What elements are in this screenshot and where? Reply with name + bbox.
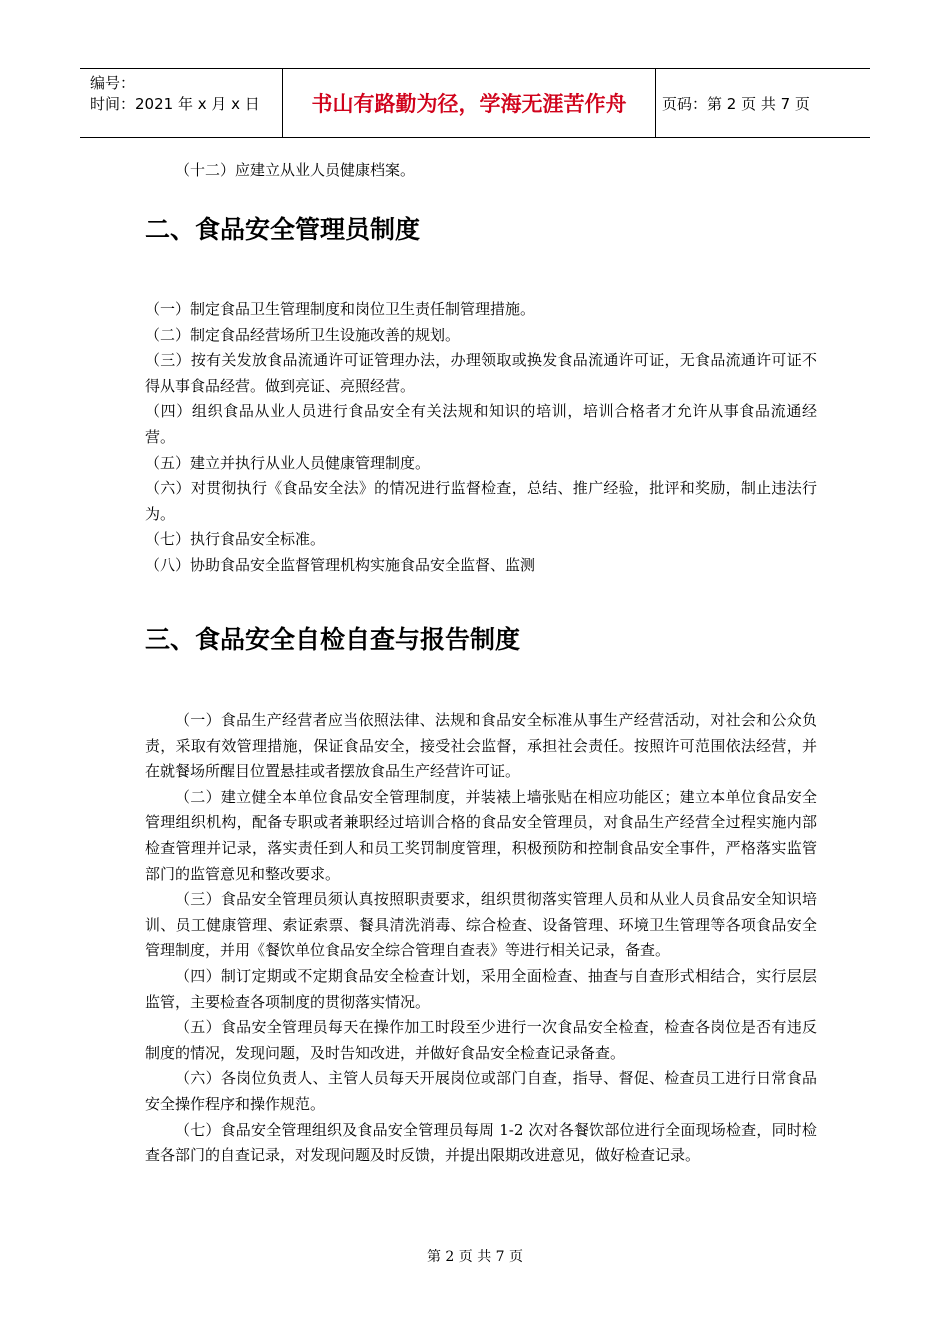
- section-2-item: （三）按有关发放食品流通许可证管理办法，办理领取或换发食品流通许可证，无食品流通许可证不得从事食品经营。做到亮证、亮照经营。: [145, 351, 817, 395]
- section-2-heading-block: [145, 214, 817, 246]
- section-3-item: （三）食品安全管理员须认真按照职责要求，组织贯彻落实管理人员和从业人员食品安全知识培训、员工健康管理、索证索票、餐具清洗消毒、综合检查、设备管理、环境卫生管理等各项食品安全管理制度，并用《餐饮单位食品安全综合管理自查表》等进行相关记录，备查。: [145, 890, 817, 960]
- header-meta: [80, 69, 283, 137]
- section-2-item: （四）组织食品从业人员进行食品安全有关法规和知识的培训，培训合格者才允许从事食品流通经营。: [145, 402, 817, 446]
- lead-line: （十二）应建立从业人员健康档案。: [175, 161, 416, 179]
- section-3-item: （四）制订定期或不定期食品安全检查计划，采用全面检查、抽查与自查形式相结合，实行层层监管，主要检查各项制度的贯彻落实情况。: [145, 966, 817, 1011]
- section-2-item: （七）执行食品安全标准。: [145, 530, 326, 549]
- section-3-item: （六）各岗位负责人、主管人员每天开展岗位或部门自查，指导、督促、检查员工进行日常食品安全操作程序和操作规范。: [145, 1069, 817, 1113]
- section-2-item: （二）制定食品经营场所卫生设施改善的规划。: [145, 325, 461, 344]
- time-label: 时间：2021 年 x 月 x 日: [90, 95, 260, 113]
- section-3-body: [145, 708, 817, 1169]
- section-2-title: 二、食品安全管理员制度: [145, 215, 421, 244]
- page-header: [80, 68, 870, 138]
- section-2-item: （五）建立并执行从业人员健康管理制度。: [145, 453, 431, 472]
- number-label: 编号：: [90, 74, 136, 92]
- lead-line-block: [145, 158, 817, 184]
- section-3-item: （七）食品安全管理组织及食品安全管理员每周 1-2 次对各餐饮部位进行全面现场检查，同时检查各部门的自查记录，对发现问题及时反馈，并提出限期改进意见，做好检查记录。: [145, 1120, 817, 1165]
- section-3-title: 三、食品安全自检自查与报告制度: [145, 625, 521, 654]
- header-page-info: 页码：第 2 页 共 7 页: [662, 94, 810, 113]
- page-footer: 第 2 页 共 7 页: [426, 1249, 524, 1265]
- section-3-heading-block: [145, 624, 817, 656]
- section-2-item: （六）对贯彻执行《食品安全法》的情况进行监督检查，总结、推广经验，批评和奖励，制止违法行为。: [145, 479, 817, 523]
- section-2-item: （八）协助食品安全监督管理机构实施食品安全监督、监测: [145, 555, 536, 574]
- section-3-item: （二）建立健全本单位食品安全管理制度，并装裱上墙张贴在相应功能区；建立本单位食品安全管理组织机构，配备专职或者兼职经过培训合格的食品安全管理员，对食品生产经营全过程实施内部检查管理并记录，落实责任到人和员工奖罚制度管理，积极预防和控制食品安全事件，严格落实监管部门的监管意见和整改要求。: [145, 787, 817, 883]
- section-2-body: [145, 297, 817, 579]
- section-3-item: （五）食品安全管理员每天在操作加工时段至少进行一次食品安全检查，检查各岗位是否有违反制度的情况，发现问题，及时告知改进，并做好食品安全检查记录备查。: [145, 1018, 817, 1062]
- section-2-item: （一）制定食品卫生管理制度和岗位卫生责任制管理措施。: [145, 300, 536, 318]
- section-3-item: （一）食品生产经营者应当依照法律、法规和食品安全标准从事生产经营活动，对社会和公众负责，采取有效管理措施，保证食品安全，接受社会监督，承担社会责任。按照许可范围依法经营，并在就餐场所醒目位置悬挂或者摆放食品生产经营许可证。: [145, 711, 817, 781]
- header-motto: 书山有路勤为径，学海无涯苦作舟: [283, 69, 656, 137]
